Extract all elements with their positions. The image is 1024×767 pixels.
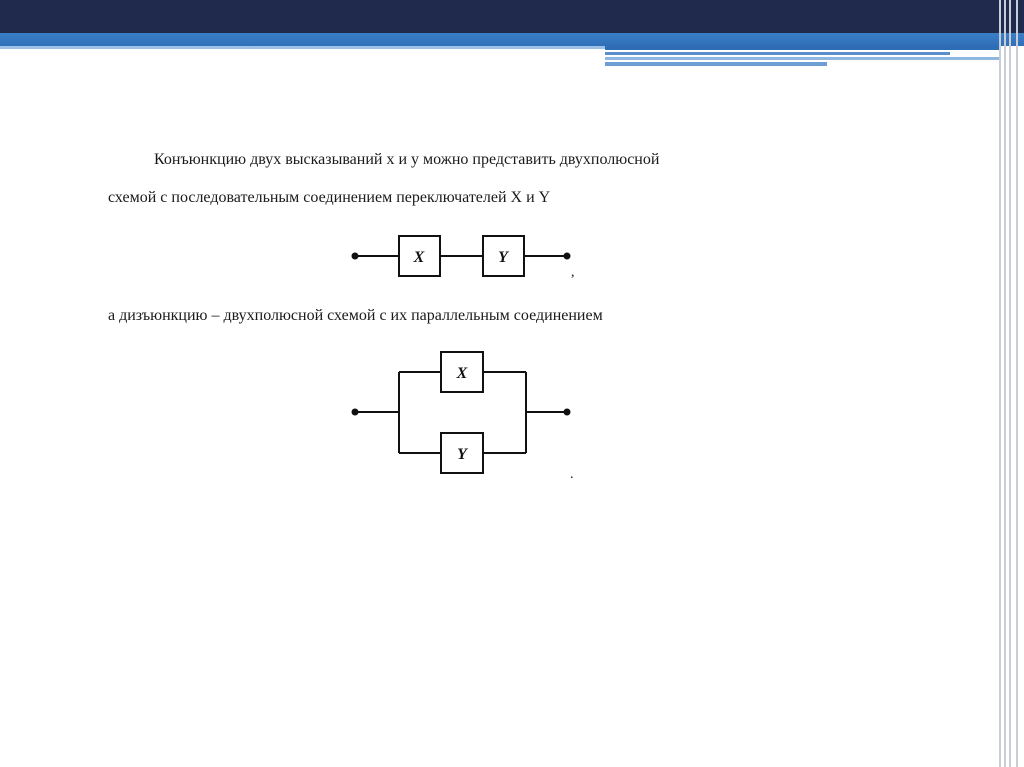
paragraph-conjunction-line-1: Конъюнкцию двух высказываний x и y можно представить двухполюсной [154,151,660,168]
series-switch-y-label: Y [498,249,508,266]
series-switch-x-label: X [413,249,425,266]
parallel-switch-y-label: Y [457,446,467,463]
series-circuit [353,236,570,276]
parallel-trailing-punctuation: . [570,467,574,482]
paragraph-disjunction: а дизъюнкцию – двухполюсной схемой с их параллельным соединением [108,307,603,324]
paragraph-conjunction-line-2: схемой с последовательным соединением переключателей X и Y [108,189,551,206]
series-trailing-punctuation: , [571,265,575,280]
parallel-switch-x-label: X [456,365,468,382]
parallel-terminal-right [565,410,570,415]
series-terminal-right [565,254,570,259]
